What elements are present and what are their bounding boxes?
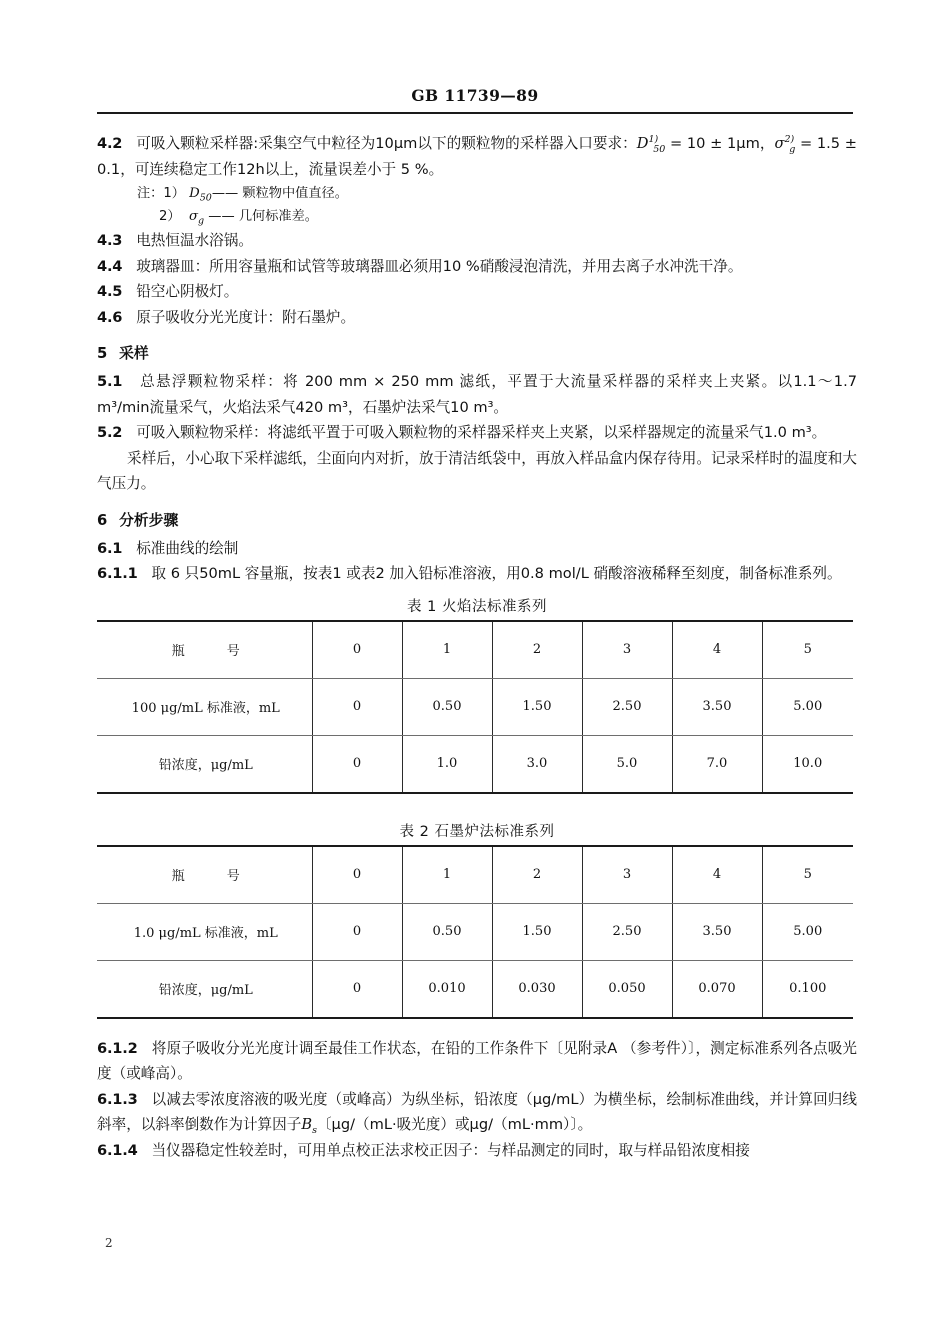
table-2-row-2-label: 铅浓度，μg/mL	[97, 960, 312, 1018]
note-2-prefix: 2）	[159, 209, 181, 224]
section-6-title: 分析步骤	[119, 511, 179, 529]
clause-5-2	[97, 420, 857, 446]
clause-6-1-1-text: 取 6 只50mL 容量瓶，按表1 或表2 加入铅标准溶液，用0.8 mol/L 硝酸溶液稀释至刻度，制备标准系列。	[151, 565, 842, 582]
table-2-cell-2-4: 0.070	[672, 960, 762, 1018]
table-1-cell-0-1: 1	[402, 621, 492, 679]
table-2-row-0-label: 瓶 号	[97, 846, 312, 904]
clause-6-1-3-text-a: 以减去零浓度溶液的吸光度（或峰高）为纵坐标，铅浓度（μg/mL）为横坐标，绘制标准曲线，并计算回归线斜率，以斜率倒数作为计算因子	[97, 1090, 857, 1133]
table-1	[97, 620, 853, 794]
standard-number: GB 11739—89	[411, 86, 539, 105]
clause-4-3-text: 电热恒温水浴锅。	[136, 232, 253, 249]
table-1-caption: 表 1 火焰法标准系列	[407, 598, 547, 615]
clause-5-1-text: 总悬浮颗粒物采样：将 200 mm × 250 mm 滤纸，平置于大流量采样器的采样夹上夹紧。以1.1～1.7 m³/min流量采气，火焰法采气420 m³，石墨炉法采气10 m³。	[97, 373, 857, 416]
section-6-number: 6	[97, 511, 108, 529]
table-1-cell-0-4: 4	[672, 621, 762, 679]
table-2-cell-1-0: 0	[312, 903, 402, 960]
clause-4-2-formula-d-rest: = 10 ± 1μm，	[665, 135, 775, 152]
clause-6-1-3-number: 6.1.3	[97, 1090, 138, 1108]
table-1-cell-1-5: 5.00	[762, 678, 853, 735]
symbol-sigma-g: $\sigma^{2)}_g$	[774, 134, 796, 155]
table-2-cell-1-4: 3.50	[672, 903, 762, 960]
clause-6-1-3-text-b: 〔μg/（mL·吸光度）或μg/（mL·mm）〕。	[316, 1116, 593, 1133]
table-1-cell-1-3: 2.50	[582, 678, 672, 735]
table-1-cell-0-3: 3	[582, 621, 672, 679]
table-2-cell-0-4: 4	[672, 846, 762, 904]
clause-5-1-number: 5.1	[97, 373, 123, 390]
table-row	[97, 678, 853, 735]
table-1-cell-2-0: 0	[312, 735, 402, 793]
table-2-cell-2-3: 0.050	[582, 960, 672, 1018]
clause-5-2-followup: 采样后，小心取下采样滤纸，尘面向内对折，放于清洁纸袋中，再放入样品盒内保存待用。记录采样时的温度和大气压力。	[97, 449, 857, 492]
table-1-cell-0-0: 0	[312, 621, 402, 679]
clause-4-2-text-b: 可连续稳定工作12h以上，流量误差小于 5 %。	[134, 160, 444, 178]
table-2	[97, 845, 853, 1019]
table-1-cell-2-4: 7.0	[672, 735, 762, 793]
clause-6-1-1-number: 6.1.1	[97, 565, 138, 582]
header-divider	[97, 112, 853, 114]
clause-5-2-text: 可吸入颗粒物采样：将滤纸平置于可吸入颗粒物的采样器采样夹上夹紧，以采样器规定的流量采气1.0 m³。	[136, 424, 827, 441]
clause-4-6-number: 4.6	[97, 308, 123, 326]
section-5-heading	[97, 341, 857, 366]
clause-4-4-number: 4.4	[97, 257, 123, 275]
clause-4-4-text: 玻璃器皿：所用容量瓶和试管等玻璃器皿必须用10 %硝酸浸泡清洗，并用去离子水冲洗干净。	[136, 257, 743, 275]
note-1-text: —— 颗粒物中值直径。	[211, 186, 348, 201]
table-2-cell-0-2: 2	[492, 846, 582, 904]
clause-6-1-4	[97, 1138, 857, 1164]
table-1-cell-1-4: 3.50	[672, 678, 762, 735]
table-2-cell-1-3: 2.50	[582, 903, 672, 960]
clause-4-2-number: 4.2	[97, 135, 123, 152]
clause-6-1-title: 标准曲线的绘制	[136, 539, 239, 557]
table-1-cell-2-3: 5.0	[582, 735, 672, 793]
table-2-cell-2-1: 0.010	[402, 960, 492, 1018]
section-5-title: 采样	[119, 345, 149, 362]
clause-4-4	[97, 254, 857, 280]
clause-4-3-number: 4.3	[97, 232, 123, 249]
clause-6-1-4-number: 6.1.4	[97, 1141, 138, 1159]
clause-4-6-text: 原子吸收分光光度计：附石墨炉。	[136, 308, 356, 326]
clause-4-2	[97, 131, 857, 182]
clause-6-1-4-text: 当仪器稳定性较差时，可用单点校正法求校正因子：与样品测定的同时，取与样品铅浓度相接	[151, 1141, 750, 1159]
clause-4-2-text-a: 可吸入颗粒采样器:采集空气中粒径为10μm以下的颗粒物的采样器入口要求：	[136, 135, 637, 152]
note-2	[159, 205, 857, 228]
table-2-cell-0-0: 0	[312, 846, 402, 904]
page-header	[97, 86, 853, 105]
clause-6-1-3	[97, 1087, 857, 1138]
note-2-symbol: $\sigma_g$	[188, 209, 205, 227]
clause-4-6	[97, 305, 857, 331]
table-2-caption: 表 2 石墨炉法标准系列	[399, 823, 555, 840]
table-row	[97, 621, 853, 679]
symbol-d50: $D^{1)}_{50}$	[636, 134, 666, 155]
table-2-cell-0-5: 5	[762, 846, 853, 904]
table-1-cell-2-1: 1.0	[402, 735, 492, 793]
clause-4-5	[97, 279, 857, 305]
table-2-cell-1-2: 1.50	[492, 903, 582, 960]
table-2-cell-0-1: 1	[402, 846, 492, 904]
note-1-prefix: 注：1）	[137, 186, 185, 201]
clause-6-1-2-text: 将原子吸收分光光度计调至最佳工作状态，在铅的工作条件下〔见附录A （参考件）〕，测定标准系列各点吸光度（或峰高）。	[97, 1039, 857, 1082]
table-2-cell-2-5: 0.100	[762, 960, 853, 1018]
table-2-row-1-label: 1.0 μg/mL 标准液，mL	[97, 903, 312, 960]
table-1-cell-1-1: 0.50	[402, 678, 492, 735]
clause-5-2-number: 5.2	[97, 424, 123, 441]
section-5-number: 5	[97, 345, 108, 362]
table-row	[97, 735, 853, 793]
table-2-cell-1-1: 0.50	[402, 903, 492, 960]
table-1-cell-2-2: 3.0	[492, 735, 582, 793]
clause-6-1-number: 6.1	[97, 539, 123, 557]
note-1-symbol: $D_{50}$	[189, 186, 212, 204]
table-row	[97, 903, 853, 960]
note-2-text: —— 几何标准差。	[208, 209, 318, 224]
table-row	[97, 960, 853, 1018]
table-1-cell-0-2: 2	[492, 621, 582, 679]
clause-4-5-text: 铅空心阴极灯。	[136, 283, 239, 300]
table-1-row-1-label: 100 μg/mL 标准液，mL	[97, 678, 312, 735]
table-1-cell-2-5: 10.0	[762, 735, 853, 793]
table-2-cell-1-5: 5.00	[762, 903, 853, 960]
clause-4-3	[97, 228, 857, 254]
clause-5-1	[97, 369, 857, 420]
symbol-bs: $B_s$	[301, 1116, 317, 1136]
table-1-cell-1-0: 0	[312, 678, 402, 735]
table-row	[97, 846, 853, 904]
clause-6-1-2-number: 6.1.2	[97, 1039, 138, 1057]
table-1-cell-0-5: 5	[762, 621, 853, 679]
clause-6-1-2	[97, 1036, 857, 1087]
clause-6-1	[97, 536, 857, 562]
table-1-cell-1-2: 1.50	[492, 678, 582, 735]
table-1-row-0-label: 瓶 号	[97, 621, 312, 679]
clause-6-1-1	[97, 561, 857, 587]
table-2-cell-2-2: 0.030	[492, 960, 582, 1018]
table-2-cell-2-0: 0	[312, 960, 402, 1018]
table-2-cell-0-3: 3	[582, 846, 672, 904]
note-1	[137, 182, 857, 205]
section-6-heading	[97, 508, 857, 533]
clause-4-5-number: 4.5	[97, 283, 123, 300]
table-1-row-2-label: 铅浓度，μg/mL	[97, 735, 312, 793]
page-number: 2	[105, 1236, 113, 1250]
clause-4-2-formula-sigma-rest: = 1.5 ± 0.1，	[97, 135, 857, 178]
document-body	[97, 131, 857, 1163]
